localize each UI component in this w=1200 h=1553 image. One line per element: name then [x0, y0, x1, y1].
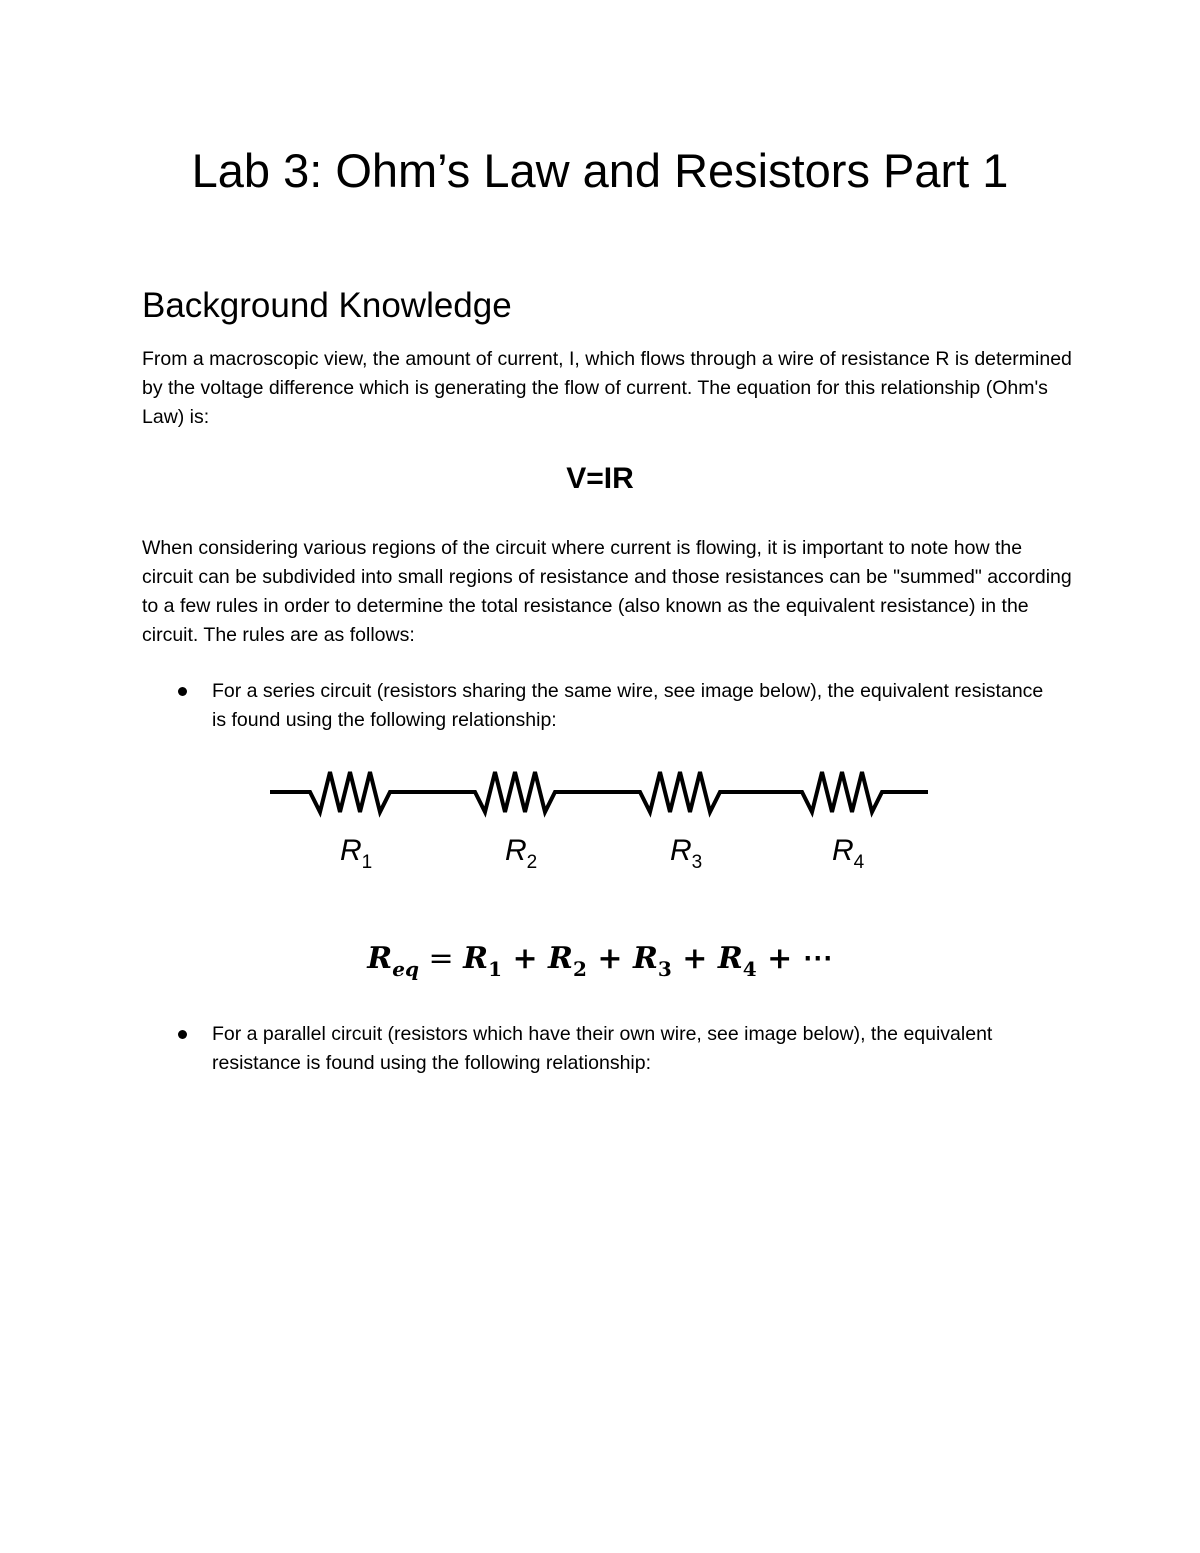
resistor-label: $R_2$ [505, 834, 538, 873]
intro-paragraph: From a macroscopic view, the amount of current, I, which flows through a wire of resistance R is determined by the voltage difference which is generating the flow of current. The equation for this relationship (Ohm's Law) is: [142, 348, 1072, 428]
series-circuit-diagram [270, 760, 930, 880]
circuit-wire [270, 772, 928, 812]
bullet-icon [178, 687, 187, 696]
section-heading: Background Knowledge [142, 286, 512, 325]
resistor-label: $R_1$ [340, 834, 373, 873]
resistor-label: $R_4$ [832, 834, 865, 873]
ohms-law-equation: V=IR [566, 462, 634, 495]
bullet-text-parallel: For a parallel circuit (resistors which have their own wire, see image below), the equivalent resistance is found using the following relationship: [212, 1023, 993, 1074]
bullet-icon [178, 1030, 187, 1039]
series-formula [0, 930, 1200, 990]
resistor-label: $R_3$ [670, 834, 703, 873]
rules-paragraph: When considering various regions of the circuit where current is flowing, it is important to note how the circuit can be subdivided into small regions of resistance and those resistances can be "summed" according to a few rules in order to determine the total resistance (also known as the equivalent resistance) in the circuit. The rules are as follows: [142, 537, 1072, 646]
bullet-text-series: For a series circuit (resistors sharing the same wire, see image below), the equivalent resistance is found using the following relationship: [212, 680, 1044, 731]
formula-text: $R_{eq} = R_1 + R_2 + R_3 + R_4$ + ⋯ [367, 941, 833, 981]
document-title: Lab 3: Ohm’s Law and Resistors Part 1 [191, 144, 1009, 197]
